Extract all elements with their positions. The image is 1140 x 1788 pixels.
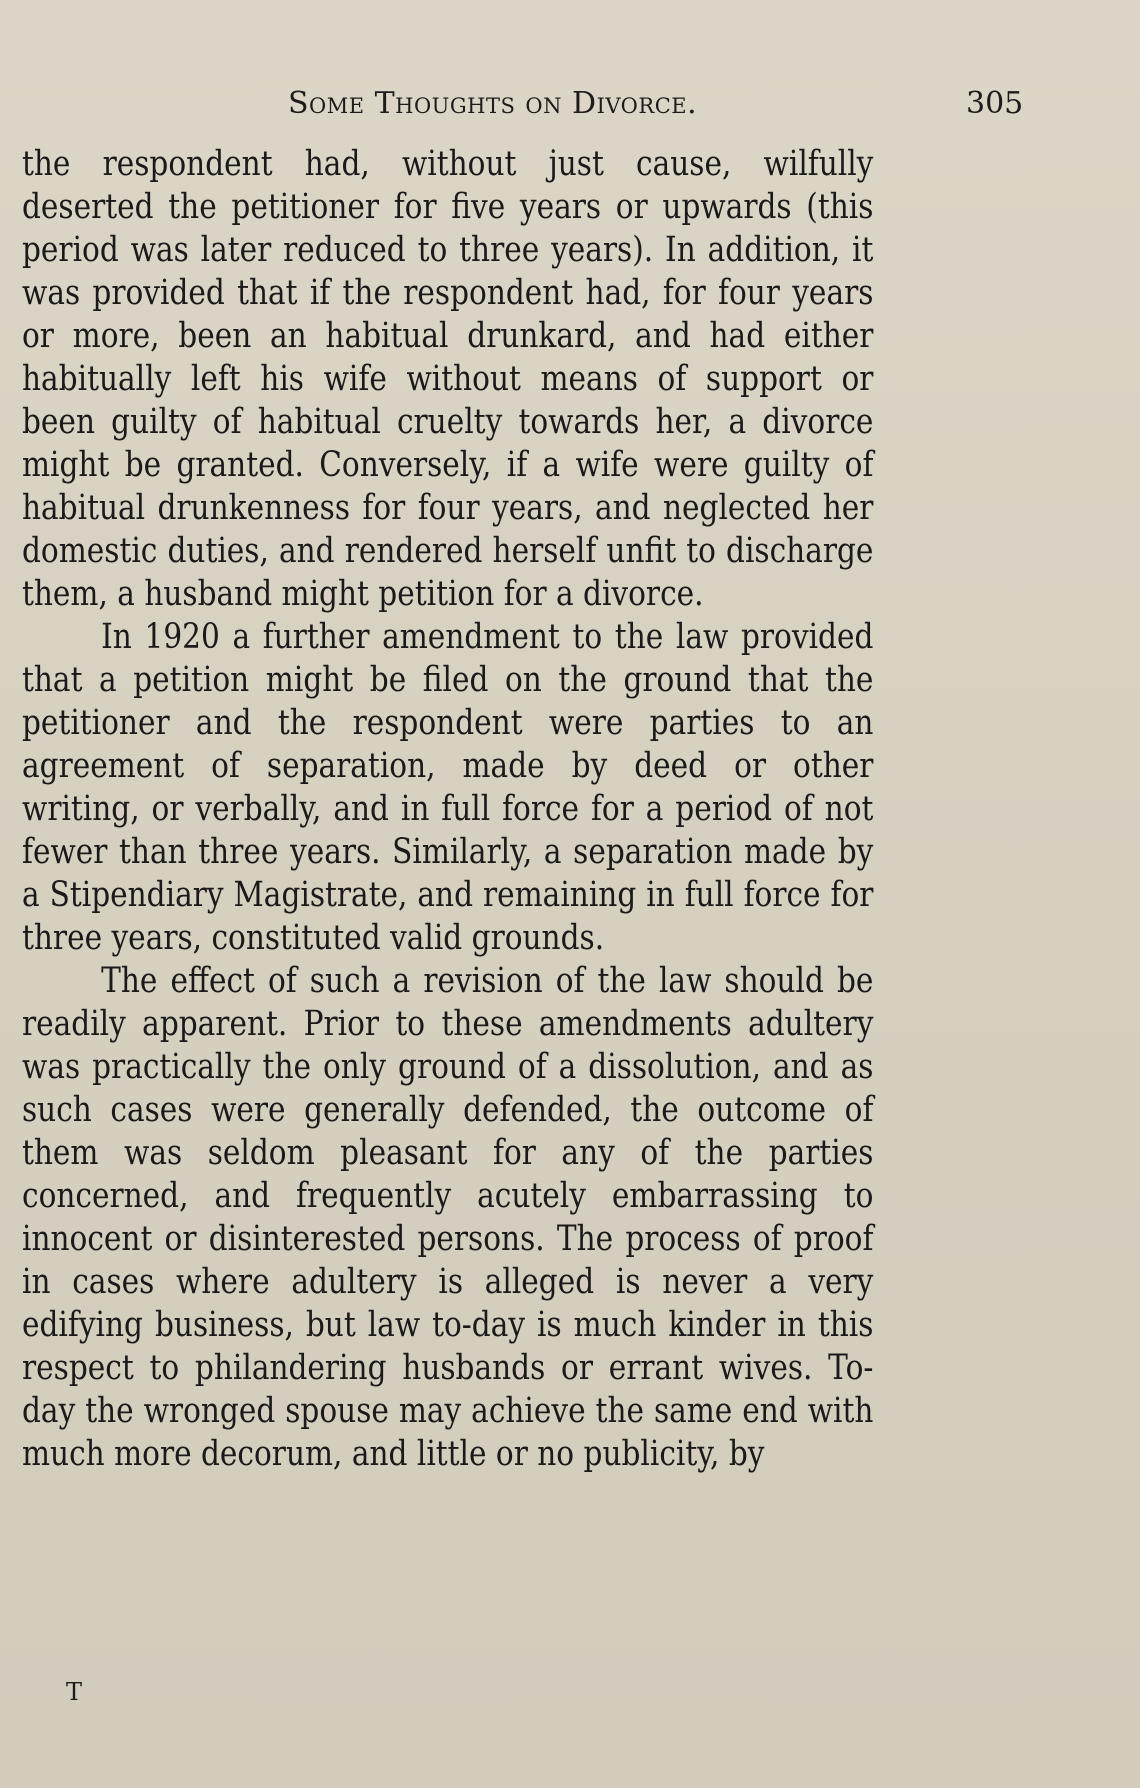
paragraph-1920-amendment: In 1920 a further amendment to the law provided that a petition might be filed on the ground that the petitioner and the respondent were parties to an agreement of separation, made by deed or other writing, or verbally, and in full force for a period of not fewer than three years. Similarly, a separation made by a Stipendiary Magistrate, and remaining in full force for three years, constituted valid grounds. [22, 617, 874, 958]
running-title: Some Thoughts on Divorce. [288, 86, 698, 121]
signature-mark: T [66, 1678, 83, 1706]
page-header [0, 86, 1140, 130]
paragraph-continued: the respondent had, without just cause, wilfully deserted the petitioner for five years or upwards (this period was later reduced to three years). In addition, it was provided that if the respondent had, for four years or more, been an habitual drunkard, and had either habitually left his wife without means of support or been guilty of habitual cruelty towards her, a divorce might be granted. Conversely, if a wife were guilty of habitual drunkenness for four years, and neglected her domestic duties, and rendered herself unfit to discharge them, a husband might petition for a divorce. [22, 144, 874, 614]
paragraph-effect-of-revision: The effect of such a revision of the law should be readily apparent. Prior to these amendments adultery was practically the only ground of a dissolution, and as such cases were generally defended, the outcome of them was seldom pleasant for any of the parties concerned, and frequently acutely embarrassing to innocent or disinterested persons. The process of proof in cases where adultery is alleged is never a very edifying business, but law to-day is much kinder in this respect to philandering husbands or errant wives. To-day the wronged spouse may achieve the same end with much more decorum, and little or no publicity, by [22, 961, 874, 1474]
body-text [22, 143, 873, 1476]
page-number: 305 [966, 86, 1024, 121]
